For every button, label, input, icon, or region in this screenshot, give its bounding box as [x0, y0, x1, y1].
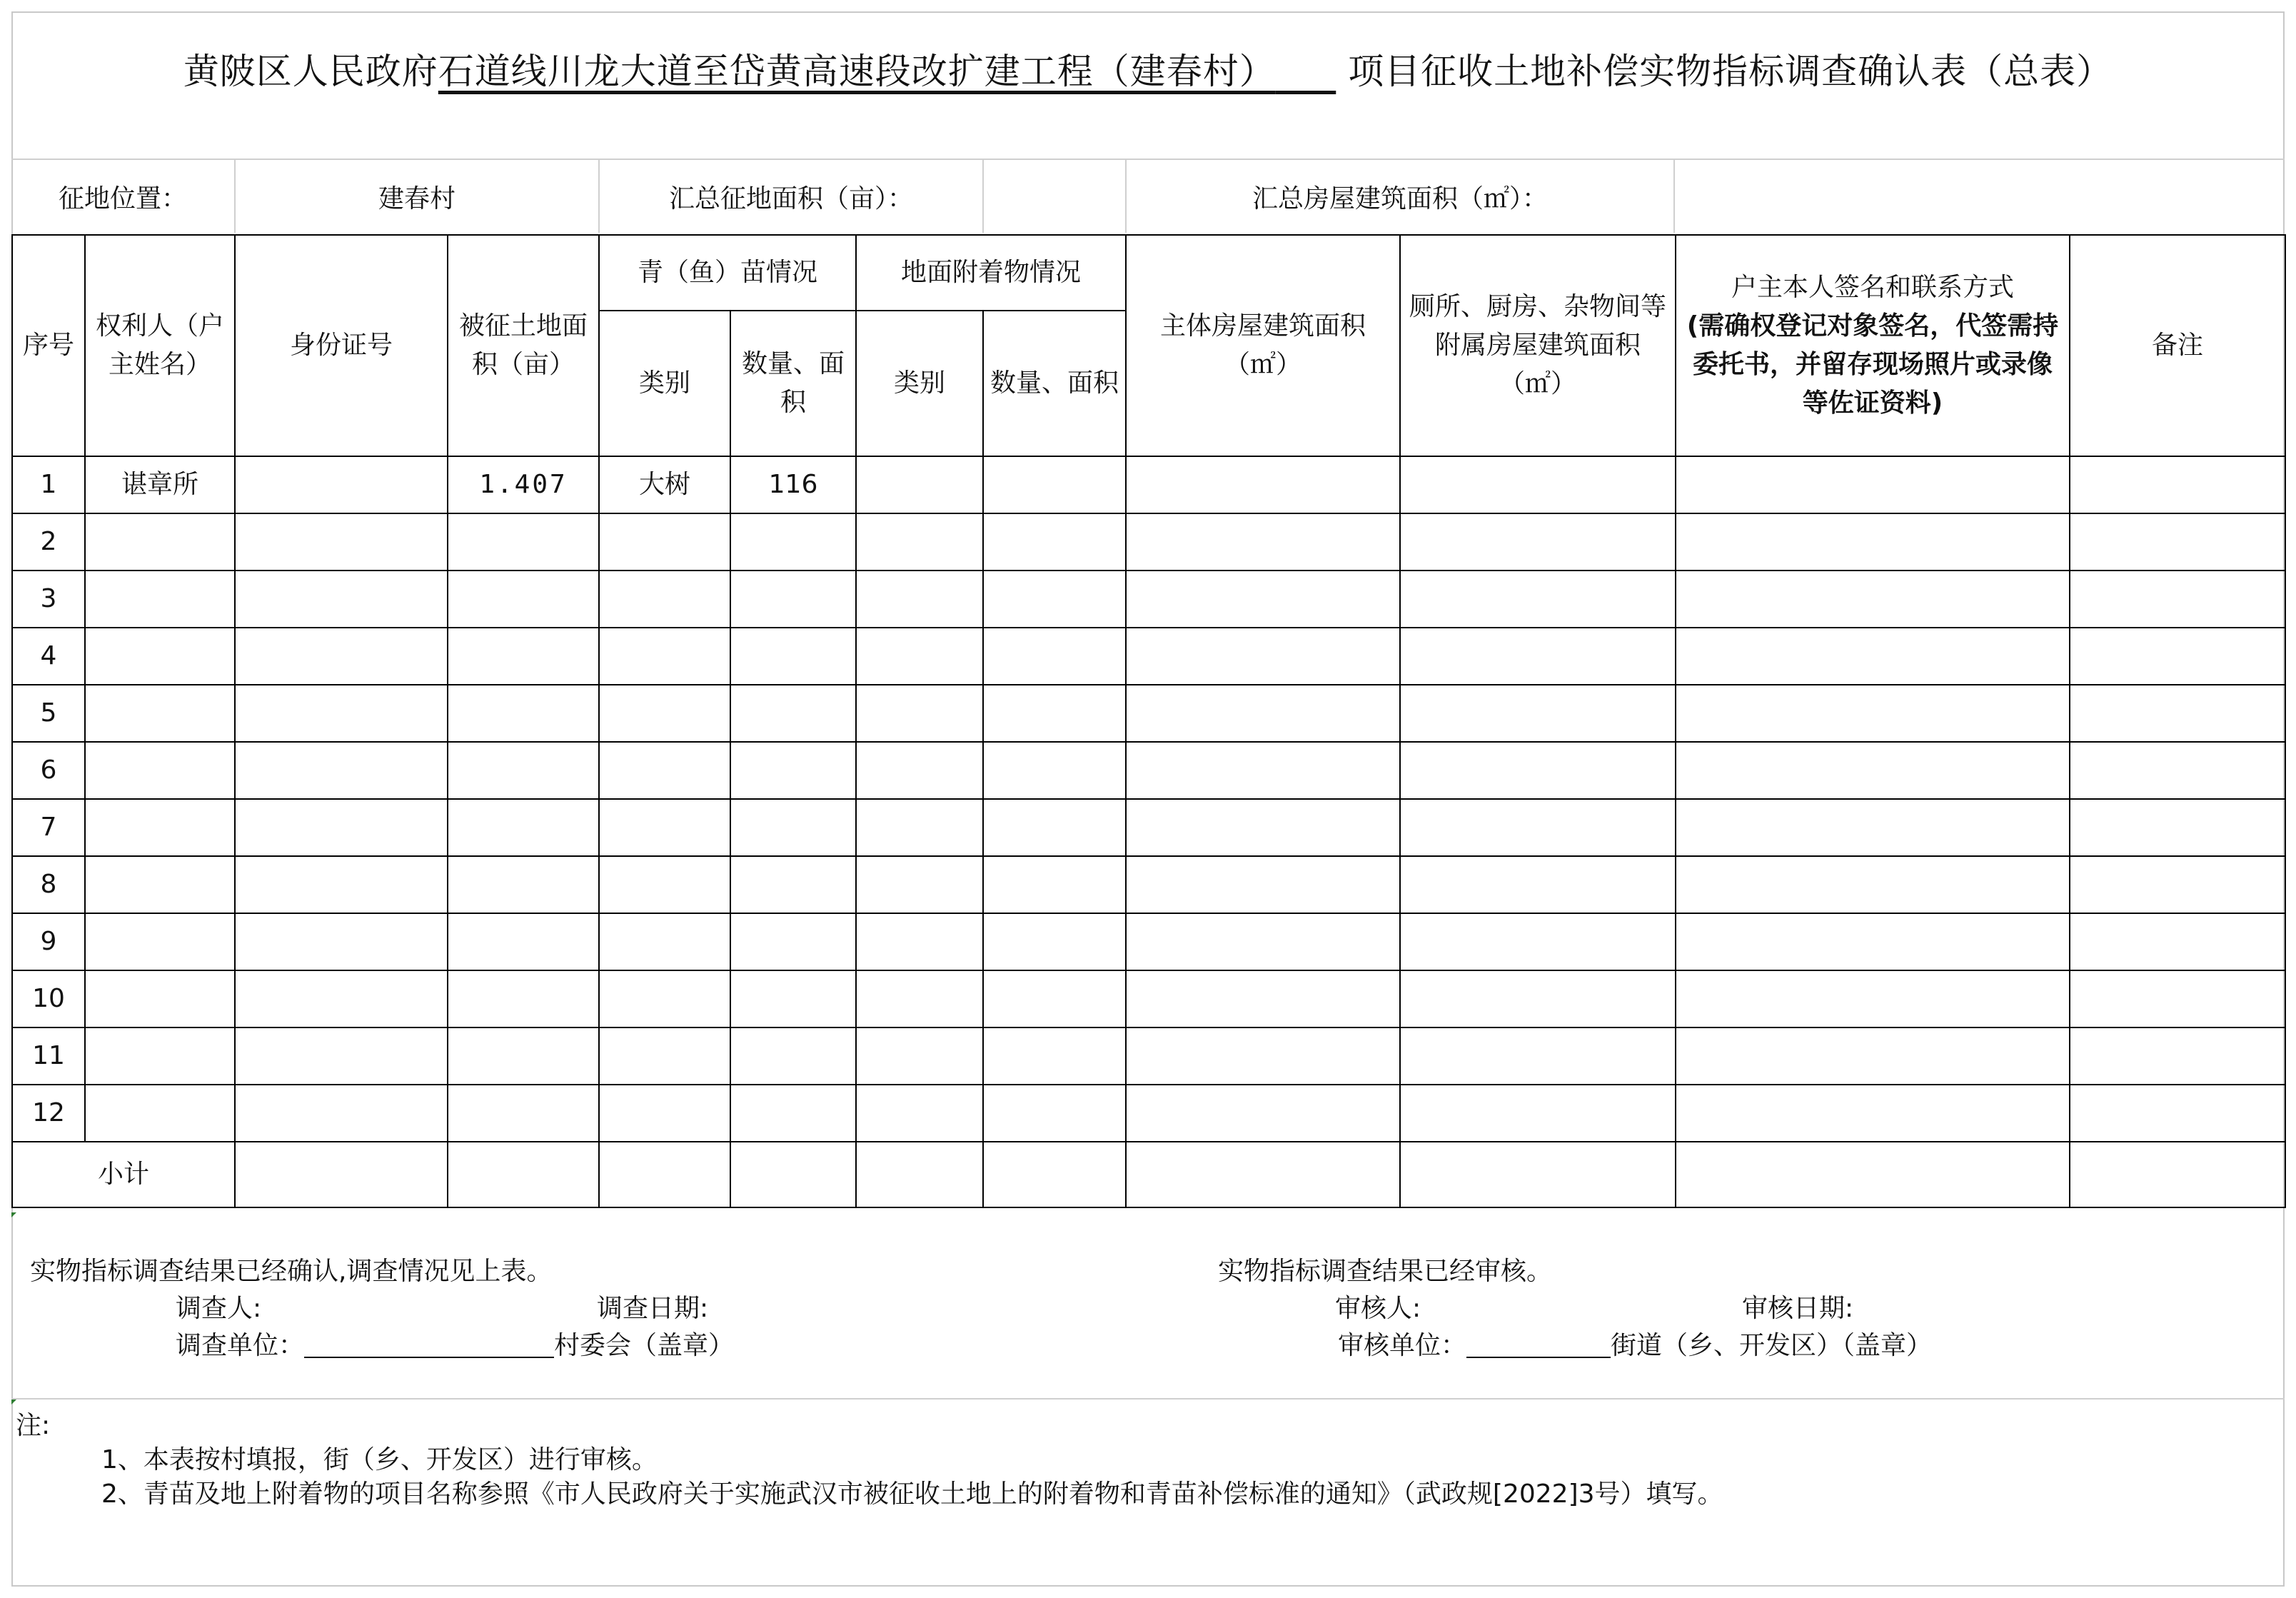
cell-remark — [2070, 970, 2285, 1027]
cell-attachment-qty — [983, 970, 1126, 1027]
cell-id-number — [235, 913, 448, 970]
cell-land-area — [448, 742, 599, 799]
cell-aux-house — [1400, 1085, 1676, 1142]
cell-main-house — [1126, 913, 1400, 970]
cell-land-area — [448, 856, 599, 913]
cell-id-number — [235, 513, 448, 571]
header-seq: 序号 — [12, 235, 85, 456]
cell-seedling-type — [599, 685, 730, 742]
cell-seq: 1 — [12, 456, 85, 513]
land-area-value — [984, 160, 1125, 233]
cell-remark — [2070, 1085, 2285, 1142]
table-row — [12, 970, 2285, 1027]
review-unit-blank — [1466, 1332, 1611, 1358]
review-statement: 实物指标调查结果已经审核。 — [1218, 1257, 1553, 1286]
cell-seq: 3 — [12, 571, 85, 628]
table-row — [12, 913, 2285, 970]
cell-corner-mark — [11, 1399, 16, 1404]
cell-seedling-qty — [730, 685, 856, 742]
cell-main-house — [1126, 456, 1400, 513]
cell-seedling-type — [599, 970, 730, 1027]
cell-owner — [85, 685, 235, 742]
cell-signature — [1676, 742, 2070, 799]
table-row — [12, 856, 2285, 913]
cell-corner-mark — [11, 1212, 16, 1217]
cell-seedling-qty — [730, 913, 856, 970]
cell-id-number — [235, 628, 448, 685]
cell-aux-house — [1400, 456, 1676, 513]
table-body — [12, 456, 2285, 1142]
cell-signature — [1676, 628, 2070, 685]
cell-owner — [85, 799, 235, 856]
cell-remark — [2070, 799, 2285, 856]
cell-attachment-qty — [983, 685, 1126, 742]
cell-signature — [1676, 913, 2070, 970]
location-value: 建春村 — [378, 184, 455, 213]
cell-attachment-qty — [983, 799, 1126, 856]
cell-aux-house — [1400, 742, 1676, 799]
header-attachment-group: 地面附着物情况 — [856, 235, 1126, 311]
table-row — [12, 513, 2285, 571]
cell-land-area — [448, 970, 599, 1027]
cell-signature — [1676, 456, 2070, 513]
cell-owner — [85, 970, 235, 1027]
cell-remark — [2070, 628, 2285, 685]
cell-attachment-type — [856, 628, 983, 685]
cell-owner — [85, 628, 235, 685]
cell-seq: 10 — [12, 970, 85, 1027]
header-main-house: 主体房屋建筑面积（㎡） — [1126, 235, 1400, 456]
cell-seedling-qty — [730, 742, 856, 799]
cell-attachment-type — [856, 970, 983, 1027]
header-remark: 备注 — [2070, 235, 2285, 456]
note-item: 2、青苗及地上附着物的项目名称参照《市人民政府关于实施武汉市被征收土地上的附着物和青苗补偿标准的通知》（武政规[2022]3号）填写。 — [101, 1479, 1723, 1509]
cell-signature — [1676, 513, 2070, 571]
cell-land-area — [448, 685, 599, 742]
cell-attachment-type — [856, 456, 983, 513]
cell-attachment-qty — [983, 913, 1126, 970]
cell-main-house — [1126, 742, 1400, 799]
cell-aux-house — [1400, 856, 1676, 913]
cell-owner — [85, 913, 235, 970]
header-id-number: 身份证号 — [235, 235, 448, 456]
header-aux-house: 厕所、厨房、杂物间等附属房屋建筑面积（㎡） — [1400, 235, 1676, 456]
header-owner: 权利人（户主姓名） — [85, 235, 235, 456]
cell-attachment-type — [856, 1085, 983, 1142]
review-unit-label: 审核单位： — [1338, 1331, 1467, 1360]
header-seedling-qty: 数量、面积 — [730, 311, 856, 456]
cell-land-area — [448, 799, 599, 856]
cell-seq: 7 — [12, 799, 85, 856]
cell-seedling-type — [599, 856, 730, 913]
cell-remark — [2070, 456, 2285, 513]
table-row — [12, 742, 2285, 799]
cell-seedling-qty — [730, 799, 856, 856]
cell-owner: 谌章所 — [85, 456, 235, 513]
cell-remark — [2070, 856, 2285, 913]
cell-seedling-qty — [730, 970, 856, 1027]
cell-remark — [2070, 1027, 2285, 1085]
cell-seedling-type — [599, 1085, 730, 1142]
table-row — [12, 685, 2285, 742]
title-suffix: 项目征收土地补偿实物指标调查确认表（总表） — [1348, 51, 2113, 92]
cell-owner — [85, 856, 235, 913]
cell-attachment-qty — [983, 742, 1126, 799]
table-row — [12, 628, 2285, 685]
cell-id-number — [235, 1085, 448, 1142]
cell-seedling-type — [599, 742, 730, 799]
cell-id-number — [235, 456, 448, 513]
table-row — [12, 1027, 2285, 1085]
subtotal-cell — [1126, 1142, 1400, 1207]
cell-aux-house — [1400, 970, 1676, 1027]
title-project: 石道线川龙大道至岱黄高速段改扩建工程（建春村） — [438, 51, 1276, 92]
investigate-date-label: 调查日期: — [597, 1294, 709, 1323]
cell-signature — [1676, 1027, 2070, 1085]
cell-owner — [85, 1027, 235, 1085]
cell-seq: 12 — [12, 1085, 85, 1142]
divider — [11, 1398, 2285, 1399]
header-seedling-type: 类别 — [599, 311, 730, 456]
cell-signature — [1676, 685, 2070, 742]
cell-attachment-type — [856, 571, 983, 628]
cell-seedling-qty — [730, 571, 856, 628]
cell-id-number — [235, 742, 448, 799]
table-row — [12, 571, 2285, 628]
header-signature-line2: (需确权登记对象签名，代签需持委托书，并留存现场照片或录像等佐证资料) — [1686, 311, 2059, 418]
cell-remark — [2070, 742, 2285, 799]
cell-land-area — [448, 913, 599, 970]
cell-owner — [85, 571, 235, 628]
cell-seedling-qty — [730, 513, 856, 571]
header-land-area: 被征土地面积（亩） — [448, 235, 599, 456]
cell-main-house — [1126, 571, 1400, 628]
header-attachment-qty: 数量、面积 — [983, 311, 1126, 456]
cell-id-number — [235, 1027, 448, 1085]
cell-aux-house — [1400, 513, 1676, 571]
table-row — [12, 1085, 2285, 1142]
street-office-label: 街道（乡、开发区）（盖章） — [1611, 1331, 1933, 1360]
cell-attachment-type — [856, 1027, 983, 1085]
cell-main-house — [1126, 513, 1400, 571]
investigate-unit — [176, 1325, 734, 1362]
cell-signature — [1676, 856, 2070, 913]
cell-seedling-type — [599, 1027, 730, 1085]
cell-seq: 5 — [12, 685, 85, 742]
cell-land-area — [448, 513, 599, 571]
cell-seedling-qty — [730, 1027, 856, 1085]
reviewer-label: 审核人: — [1335, 1294, 1421, 1323]
cell-signature — [1676, 970, 2070, 1027]
cell-seedling-qty — [730, 856, 856, 913]
cell-seedling-type — [599, 799, 730, 856]
location-label: 征地位置： — [58, 184, 187, 213]
cell-main-house — [1126, 1085, 1400, 1142]
cell-aux-house — [1400, 799, 1676, 856]
cell-signature — [1676, 571, 2070, 628]
notes-heading: 注: — [16, 1411, 51, 1440]
cell-land-area — [448, 1085, 599, 1142]
cell-aux-house — [1400, 685, 1676, 742]
cell-remark — [2070, 513, 2285, 571]
cell-signature — [1676, 1085, 2070, 1142]
title-prefix: 黄陂区人民政府 — [183, 51, 438, 92]
cell-land-area — [448, 571, 599, 628]
cell-seq: 6 — [12, 742, 85, 799]
review-unit — [1338, 1325, 1932, 1362]
subtotal-cell — [1676, 1142, 2070, 1207]
cell-seq: 9 — [12, 913, 85, 970]
cell-attachment-type — [856, 913, 983, 970]
cell-land-area: 1.407 — [448, 456, 599, 513]
header-signature — [1676, 235, 2070, 456]
subtotal-cell — [448, 1142, 599, 1207]
table-row — [12, 799, 2285, 856]
cell-attachment-qty — [983, 856, 1126, 913]
cell-seq: 4 — [12, 628, 85, 685]
note-item: 1、本表按村填报，街（乡、开发区）进行审核。 — [101, 1445, 658, 1474]
cell-attachment-qty — [983, 628, 1126, 685]
cell-attachment-type — [856, 742, 983, 799]
subtotal-cell — [599, 1142, 730, 1207]
cell-seq: 11 — [12, 1027, 85, 1085]
review-date-label: 审核日期: — [1742, 1294, 1854, 1323]
cell-id-number — [235, 970, 448, 1027]
cell-seedling-qty: 116 — [730, 456, 856, 513]
village-committee-label: 村委会（盖章） — [554, 1331, 735, 1360]
cell-seedling-type — [599, 513, 730, 571]
header-attachment-type: 类别 — [856, 311, 983, 456]
subtotal-cell — [856, 1142, 983, 1207]
cell-attachment-type — [856, 685, 983, 742]
cell-seq: 2 — [12, 513, 85, 571]
cell-id-number — [235, 571, 448, 628]
header-signature-line1: 户主本人签名和联系方式 — [1731, 273, 2014, 302]
cell-seedling-type — [599, 628, 730, 685]
subtotal-cell — [983, 1142, 1126, 1207]
survey-table — [11, 234, 2286, 1208]
cell-seedling-type — [599, 571, 730, 628]
cell-owner — [85, 1085, 235, 1142]
cell-attachment-type — [856, 856, 983, 913]
cell-aux-house — [1400, 1027, 1676, 1085]
cell-aux-house — [1400, 913, 1676, 970]
cell-land-area — [448, 628, 599, 685]
subtotal-cell — [2070, 1142, 2285, 1207]
cell-seedling-qty — [730, 1085, 856, 1142]
cell-attachment-type — [856, 799, 983, 856]
header-row — [12, 235, 2285, 311]
cell-main-house — [1126, 628, 1400, 685]
investigator-label: 调查人: — [176, 1294, 262, 1323]
cell-attachment-qty — [983, 456, 1126, 513]
subtotal-cell — [235, 1142, 448, 1207]
page-title — [11, 43, 2285, 94]
cell-main-house — [1126, 799, 1400, 856]
cell-attachment-type — [856, 513, 983, 571]
house-area-value — [1675, 160, 2285, 233]
cell-remark — [2070, 913, 2285, 970]
investigate-unit-blank — [304, 1332, 554, 1358]
cell-attachment-qty — [983, 513, 1126, 571]
land-area-label: 汇总征地面积（亩）： — [668, 184, 913, 213]
subtotal-cell — [730, 1142, 856, 1207]
confirm-statement: 实物指标调查结果已经确认,调查情况见上表。 — [30, 1257, 553, 1286]
subtotal-label: 小计 — [12, 1142, 235, 1207]
cell-attachment-qty — [983, 571, 1126, 628]
cell-attachment-qty — [983, 1085, 1126, 1142]
cell-seedling-type — [599, 913, 730, 970]
house-area-label: 汇总房屋建筑面积（㎡）： — [1252, 184, 1548, 213]
cell-aux-house — [1400, 628, 1676, 685]
cell-aux-house — [1400, 571, 1676, 628]
cell-main-house — [1126, 970, 1400, 1027]
cell-id-number — [235, 856, 448, 913]
cell-attachment-qty — [983, 1027, 1126, 1085]
table-row — [12, 456, 2285, 513]
investigate-unit-label: 调查单位： — [176, 1331, 305, 1360]
subtotal-row — [12, 1142, 2285, 1207]
cell-id-number — [235, 799, 448, 856]
cell-main-house — [1126, 1027, 1400, 1085]
cell-main-house — [1126, 685, 1400, 742]
subtotal-cell — [1400, 1142, 1676, 1207]
cell-main-house — [1126, 856, 1400, 913]
cell-remark — [2070, 685, 2285, 742]
cell-id-number — [235, 685, 448, 742]
cell-signature — [1676, 799, 2070, 856]
cell-land-area — [448, 1027, 599, 1085]
cell-seedling-type: 大树 — [599, 456, 730, 513]
cell-owner — [85, 742, 235, 799]
cell-seedling-qty — [730, 628, 856, 685]
cell-remark — [2070, 571, 2285, 628]
cell-seq: 8 — [12, 856, 85, 913]
header-seedling-group: 青（鱼）苗情况 — [599, 235, 856, 311]
cell-owner — [85, 513, 235, 571]
